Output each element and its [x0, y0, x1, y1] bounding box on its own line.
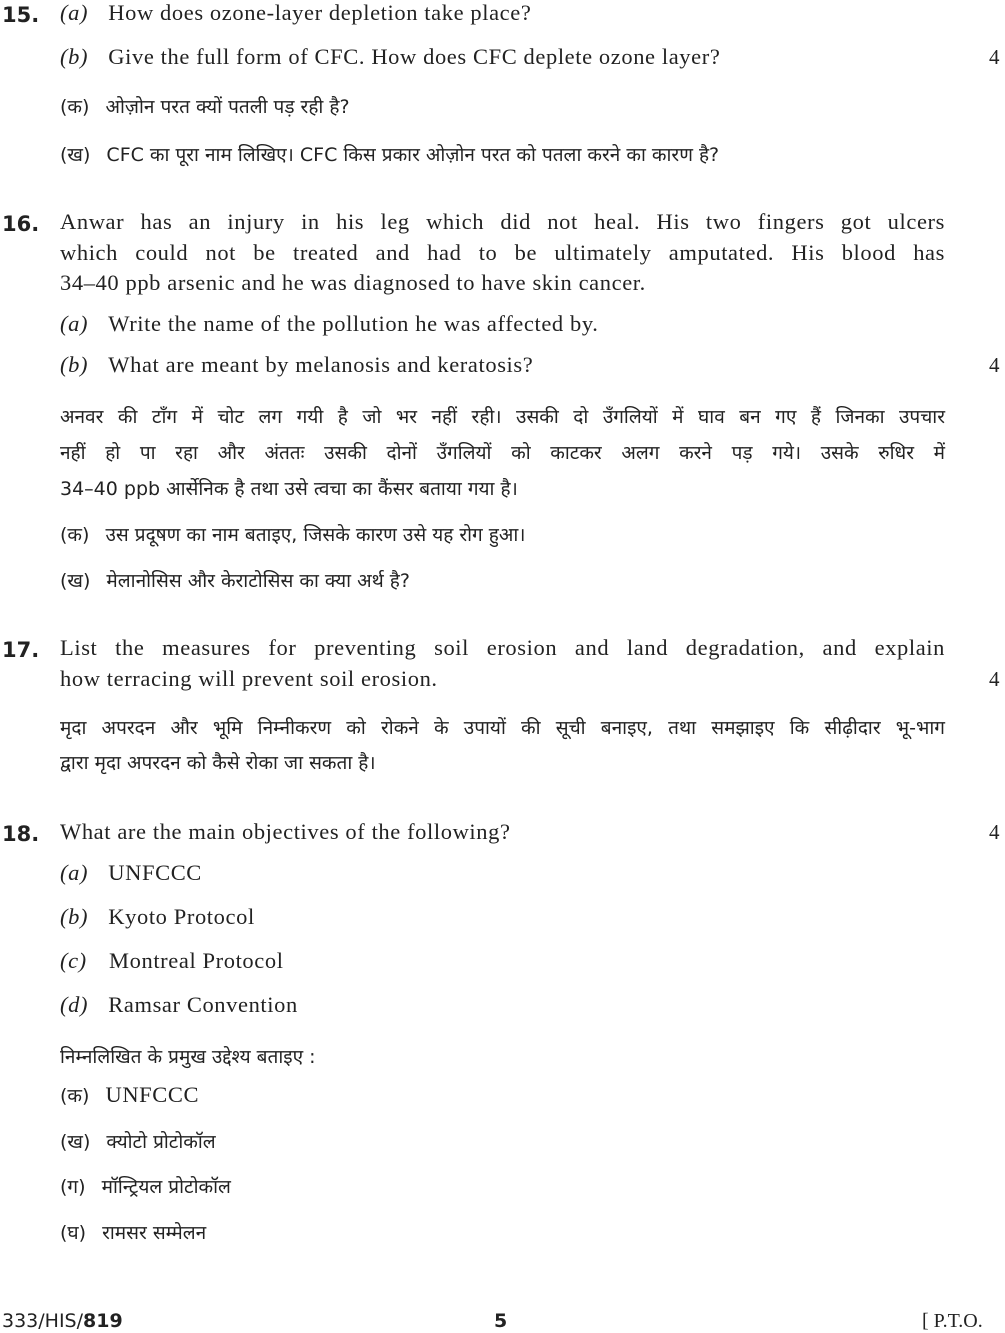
question-stem: What are the main objectives of the following? — [60, 819, 511, 844]
pto-label: [ P.T.O. — [922, 1310, 983, 1332]
subquestion — [60, 352, 533, 378]
question-stem-line: which could not be treated and had to be ultimately amputated. His blood has — [60, 240, 945, 265]
subquestion-text: UNFCCC — [105, 1082, 200, 1107]
subquestion-text: Give the full form of CFC. How does CFC deplete ozone layer? — [108, 44, 721, 69]
subquestion-hindi — [60, 141, 719, 167]
subquestion-label: (क) — [60, 1085, 90, 1107]
question-stem-hindi-line: नहीं हो पा रहा और अंततः उसकी दोनों उँगलियों को काटकर अलग करने पड़ गये। उसके रुधिर में — [60, 442, 945, 464]
subquestion-label: (b) — [60, 904, 89, 929]
subquestion-text: How does ozone-layer depletion take place? — [108, 0, 532, 25]
subquestion — [60, 0, 531, 26]
subquestion — [60, 904, 255, 930]
subquestion-text: CFC का पूरा नाम लिखिए। CFC किस प्रकार ओज़ोन परत को पतला करने का कारण है? — [106, 144, 720, 166]
subquestion-label: (a) — [60, 311, 89, 336]
question-stem-line: 34–40 ppb arsenic and he was diagnosed to have skin cancer. — [60, 270, 646, 295]
question-stem-hindi-line: द्वारा मृदा अपरदन को कैसे रोका जा सकता है। — [60, 752, 376, 774]
marks: 4 — [989, 45, 1000, 69]
subquestion-label: (क) — [60, 524, 90, 546]
question-stem-hindi-line: अनवर की टाँग में चोट लग गयी है जो भर नहीं रही। उसकी दो उँगलियों में घाव बन गए हैं जिनका उपचार — [60, 406, 945, 428]
subquestion-hindi — [60, 1082, 199, 1108]
subquestion-text: उस प्रदूषण का नाम बताइए, जिसके कारण उसे यह रोग हुआ। — [105, 524, 526, 546]
subquestion-hindi — [60, 93, 350, 119]
paper-code-number: 819 — [83, 1310, 123, 1332]
subquestion-label: (b) — [60, 352, 89, 377]
subquestion-text: मॉन्ट्रियल प्रोटोकॉल — [101, 1176, 231, 1198]
subquestion-label: (ख) — [60, 570, 91, 592]
subquestion-label: (a) — [60, 860, 89, 885]
subquestion — [60, 860, 202, 886]
paper-code — [2, 1310, 123, 1332]
subquestion-label: (घ) — [60, 1222, 87, 1244]
subquestion — [60, 44, 720, 70]
subquestion-text: Kyoto Protocol — [108, 904, 255, 929]
paper-code-prefix: 333/HIS/ — [2, 1310, 84, 1332]
question-stem-line: List the measures for preventing soil erosion and land degradation, and explain — [60, 635, 945, 660]
subquestion-text: Write the name of the pollution he was affected by. — [108, 311, 599, 336]
subquestion-hindi — [60, 567, 410, 593]
subquestion-hindi — [60, 1128, 216, 1154]
marks: 4 — [989, 667, 1000, 691]
subquestion-text: मेलानोसिस और केराटोसिस का क्या अर्थ है? — [106, 570, 410, 592]
subquestion-label: (a) — [60, 0, 89, 25]
subquestion-text: Ramsar Convention — [108, 992, 298, 1017]
subquestion — [60, 311, 598, 337]
question-stem-hindi-line: मृदा अपरदन और भूमि निम्नीकरण को रोकने के उपायों की सूची बनाइए, तथा समझाइए कि सीढ़ीदार भू-भाग — [60, 717, 945, 739]
subquestion-label: (ख) — [60, 1131, 91, 1153]
subquestion-text: क्योटो प्रोटोकॉल — [106, 1131, 216, 1153]
question-number: 17. — [2, 638, 40, 662]
question-stem-hindi: निम्नलिखित के प्रमुख उद्देश्य बताइए : — [60, 1046, 316, 1068]
subquestion-label: (क) — [60, 96, 90, 118]
subquestion-text: Montreal Protocol — [109, 948, 284, 973]
question-number: 15. — [2, 3, 40, 27]
question-stem-hindi-line: 34–40 ppb आर्सेनिक है तथा उसे त्वचा का कैंसर बताया गया है। — [60, 478, 518, 500]
subquestion-label: (ख) — [60, 144, 91, 166]
question-stem-line: how terracing will prevent soil erosion. — [60, 666, 438, 691]
question-number: 18. — [2, 822, 40, 846]
subquestion-hindi — [60, 1173, 231, 1199]
subquestion-text: ओज़ोन परत क्यों पतली पड़ रही है? — [105, 96, 350, 118]
subquestion-hindi — [60, 521, 526, 547]
subquestion — [60, 992, 298, 1018]
subquestion — [60, 948, 284, 974]
subquestion-text: रामसर सम्मेलन — [102, 1222, 207, 1244]
subquestion-label: (ग) — [60, 1176, 86, 1198]
subquestion-label: (b) — [60, 44, 89, 69]
subquestion-text: What are meant by melanosis and keratosis? — [108, 352, 534, 377]
marks: 4 — [989, 820, 1000, 844]
question-stem-line: Anwar has an injury in his leg which did not heal. His two fingers got ulcers — [60, 209, 945, 234]
question-number: 16. — [2, 212, 40, 236]
subquestion-hindi — [60, 1219, 206, 1245]
page-number: 5 — [494, 1310, 508, 1332]
subquestion-text: UNFCCC — [108, 860, 202, 885]
subquestion-label: (c) — [60, 948, 87, 973]
marks: 4 — [989, 353, 1000, 377]
subquestion-label: (d) — [60, 992, 89, 1017]
